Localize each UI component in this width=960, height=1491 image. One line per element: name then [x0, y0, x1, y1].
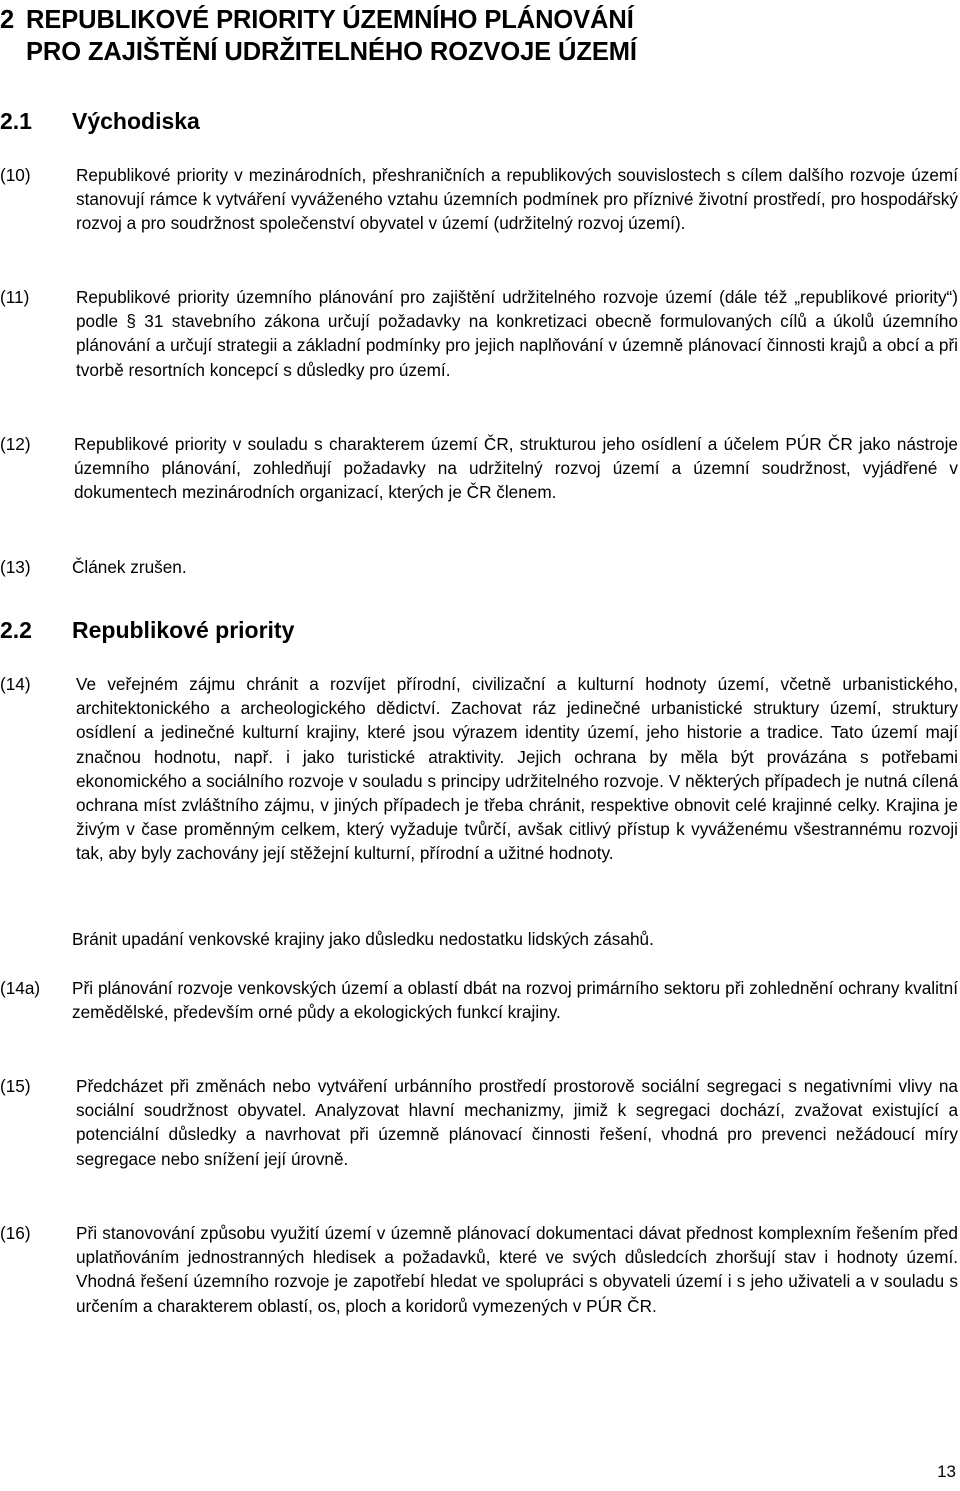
paragraph-15: [0, 1074, 958, 1171]
page-number: 13: [937, 1462, 956, 1481]
chapter-number: 2: [0, 6, 15, 34]
chapter-title-line1: REPUBLIKOVÉ PRIORITY ÚZEMNÍHO PLÁNOVÁNÍ: [26, 6, 634, 34]
paragraph-text: Předcházet při změnách nebo vytváření urbánního prostředí prostorově sociální segregaci s negativními vlivy na sociální soudržnost obyvatel. Analyzovat hlavní mechanizmy, jimiž k segregaci dochází, zvažovat existující a potenciální důsledky a navrhovat při územně plánovací činnosti řešení, vhodná pro prevenci nežádoucí míry segregace nebo snížení její úrovně.: [76, 1076, 958, 1169]
section-title: Republikové priority: [72, 617, 295, 643]
paragraph-number: (11): [0, 287, 30, 307]
paragraph-number: (12): [0, 434, 31, 454]
paragraph-number: (13): [0, 557, 31, 577]
paragraph-number: (10): [0, 165, 31, 185]
paragraph-number: (15): [0, 1076, 31, 1096]
paragraph-text: Republikové priority územního plánování pro zajištění udržitelného rozvoje území (dále též „republikové priority“) podle § 31 stavebního zákona určují požadavky na konkretizaci obecně formulovaných cílů a úkolů územního plánování a určují strategii a základní podmínky pro jejich naplňování v územně plánovací činnosti krajů a obcí a při tvorbě resortních koncepcí s důsledky pro území.: [76, 287, 958, 380]
paragraph-number: (16): [0, 1223, 31, 1243]
chapter-heading: [0, 4, 860, 68]
section-title: Východiska: [72, 108, 200, 134]
paragraph-14: [0, 672, 958, 866]
paragraph-14-extra: [0, 927, 958, 951]
paragraph-number: (14): [0, 674, 31, 694]
paragraph-text: Bránit upadání venkovské krajiny jako důsledku nedostatku lidských zásahů.: [72, 929, 654, 949]
paragraph-text: Ve veřejném zájmu chránit a rozvíjet přírodní, civilizační a kulturní hodnoty území, včetně urbanistického, architektonického a archeologického dědictví. Zachovat ráz jedinečné urbanistické struktury území, struktury osídlení a jedinečné kulturní krajiny, které jsou výrazem identity území, jeho historie a tradice. Tato území mají značnou hodnotu, např. i jako turistické atraktivity. Jejich ochrana by měla být provázána s potřebami ekonomického a sociálního rozvoje v souladu s principy udržitelného rozvoje. V některých případech je nutná cílená ochrana míst zvláštního zájmu, v jiných případech je třeba chránit, respektive obnovit celé krajinné celky. Krajina je živým v čase proměnným celkem, který vyžaduje tvůrčí, avšak citlivý přístup k vyváženému všestrannému rozvoji tak, aby byly zachovány její stěžejní kulturní, přírodní a užitné hodnoty.: [76, 674, 958, 864]
paragraph-text: Při plánování rozvoje venkovských území a oblastí dbát na rozvoj primárního sektoru při zohlednění ochrany kvalitní zemědělské, především orné půdy a ekologických funkcí krajiny.: [72, 978, 958, 1023]
paragraph-12: [0, 432, 958, 505]
paragraph-text: Článek zrušen.: [72, 557, 187, 577]
section-heading-2-2: [0, 615, 294, 645]
paragraph-14a: [0, 976, 958, 1024]
paragraph-text: Republikové priority v souladu s charakterem území ČR, strukturou jeho osídlení a účelem PÚR ČR jako nástroje územního plánování, zohledňují požadavky na udržitelný rozvoj území a územní soudržnost, vyjádřené v dokumentech mezinárodních organizací, kterých je ČR členem.: [74, 434, 958, 503]
paragraph-16: [0, 1221, 958, 1318]
section-heading-2-1: [0, 106, 200, 136]
paragraph-text: Republikové priority v mezinárodních, přeshraničních a republikových souvislostech s cílem dalšího rozvoje území stanovují rámce k vytváření vyváženého vztahu územních podmínek pro příznivé životní prostředí, pro hospodářský rozvoj a pro soudržnost společenství obyvatel v území (udržitelný rozvoj území).: [76, 165, 958, 234]
paragraph-11: [0, 285, 958, 382]
section-number: 2.1: [0, 108, 32, 134]
chapter-title-line2: PRO ZAJIŠTĚNÍ UDRŽITELNÉHO ROZVOJE ÚZEMÍ: [26, 38, 637, 66]
paragraph-text: Při stanovování způsobu využití území v územně plánovací dokumentaci dávat přednost komplexním řešením před uplatňováním jednostranných hledisek a požadavků, které ve svých důsledcích zhoršují stav i hodnoty území. Vhodná řešení územního rozvoje je zapotřebí hledat ve spolupráci s obyvateli území i s jeho uživateli a v souladu s určením a charakterem oblastí, os, ploch a koridorů vymezených v PÚR ČR.: [76, 1223, 958, 1316]
section-number: 2.2: [0, 617, 32, 643]
paragraph-10: [0, 163, 958, 236]
paragraph-13: [0, 555, 958, 579]
paragraph-number: (14a): [0, 978, 41, 998]
